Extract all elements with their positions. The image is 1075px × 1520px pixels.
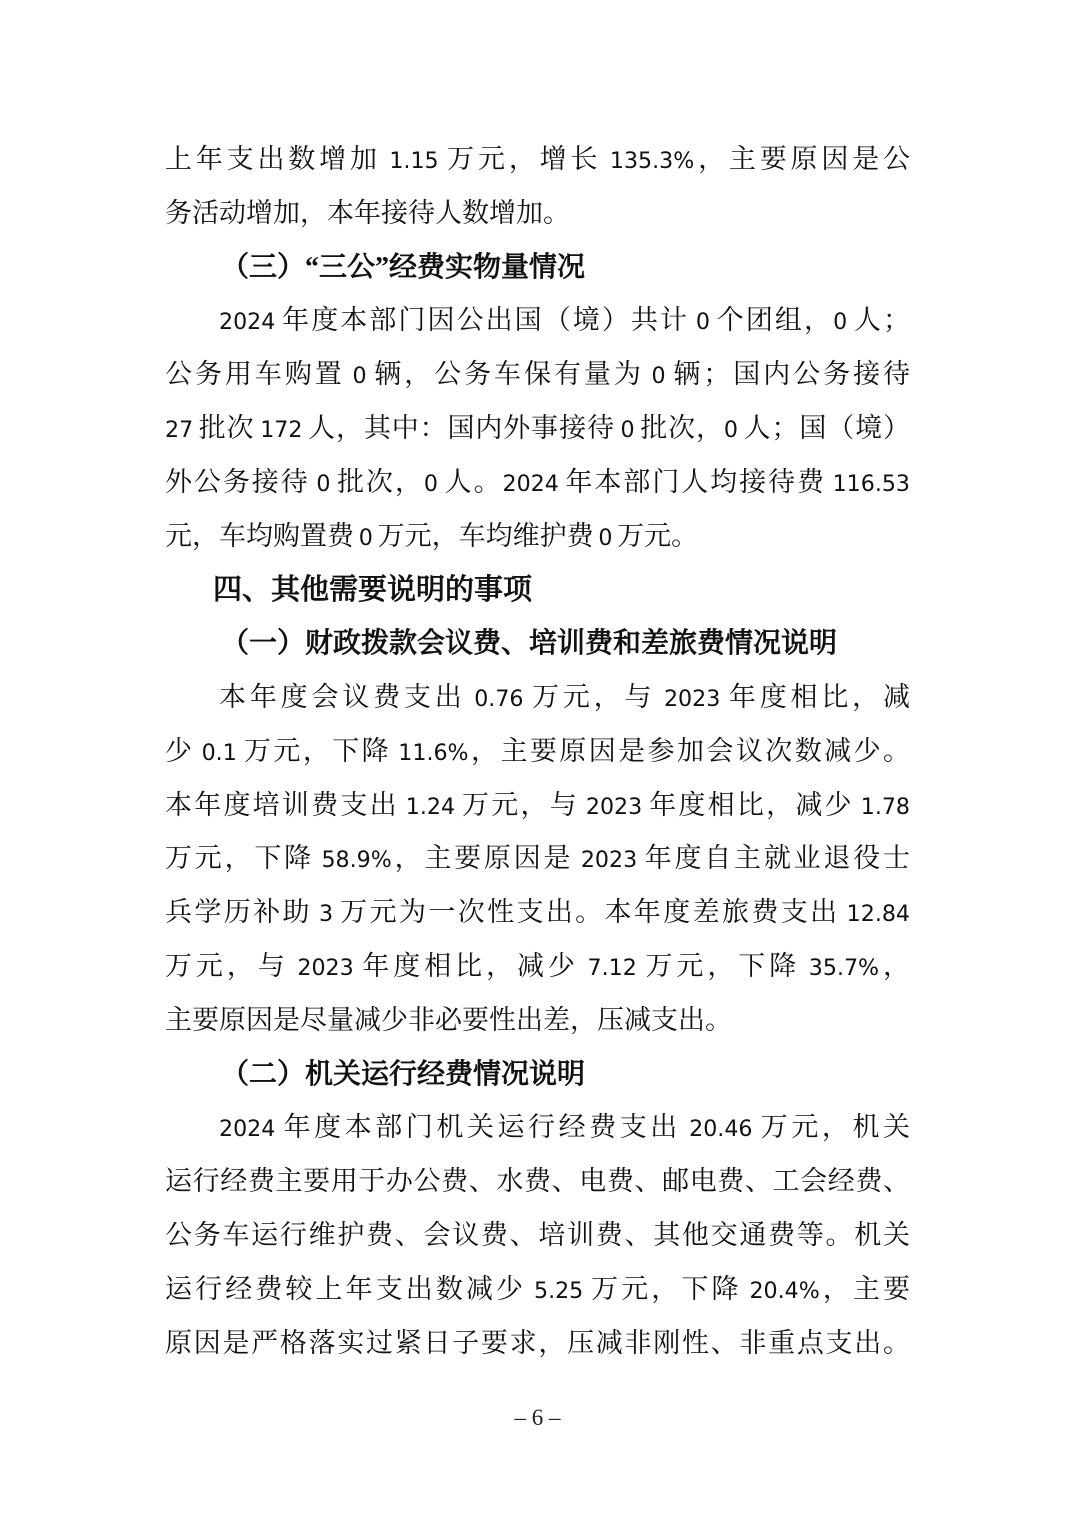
numeric-value: 27 bbox=[165, 416, 194, 443]
text-line: 兵学历补助 3 万元为一次性支出。本年度差旅费支出 12.84 bbox=[165, 897, 910, 928]
text-line: 2024 年度本部门机关运行经费支出 20.46 万元，机关 bbox=[219, 1112, 910, 1143]
section-heading: （三）“三公”经费实物量情况 bbox=[221, 251, 586, 283]
numeric-value: 0 bbox=[651, 363, 666, 390]
text-line: 公务车运行维护费、会议费、培训费、其他交通费等。机关 bbox=[165, 1219, 910, 1250]
numeric-value: 2023 bbox=[585, 793, 643, 820]
numeric-value: 11.6% bbox=[398, 739, 469, 766]
numeric-value: 0 bbox=[316, 470, 331, 497]
numeric-value: 0 bbox=[833, 309, 848, 336]
numeric-value: 35.7% bbox=[808, 954, 880, 981]
numeric-value: 0 bbox=[620, 416, 635, 443]
numeric-value: 0 bbox=[695, 309, 710, 336]
document-body bbox=[165, 133, 910, 1370]
numeric-value: 116.53 bbox=[832, 470, 910, 497]
numeric-value: 135.3% bbox=[609, 148, 695, 174]
text-line: 本年度培训费支出 1.24 万元，与 2023 年度相比，减少 1.78 bbox=[165, 789, 910, 820]
numeric-value: 12.84 bbox=[846, 901, 910, 928]
text-line: 2024 年度本部门因公出国（境）共计 0 个团组，0 人； bbox=[219, 305, 910, 336]
numeric-value: 2023 bbox=[297, 954, 354, 981]
text-line: 上年支出数增加 1.15 万元，增长 135.3%，主要原因是公 bbox=[165, 144, 910, 174]
text-line: 元，车均购置费 0 万元，车均维护费 0 万元。 bbox=[165, 520, 699, 551]
numeric-value: 1.15 bbox=[389, 148, 439, 174]
text-line: 外公务接待 0 批次，0 人。2024 年本部门人均接待费 116.53 bbox=[165, 466, 910, 497]
page-number: – 6 – bbox=[514, 1405, 561, 1430]
numeric-value: 2023 bbox=[663, 685, 721, 712]
text-line: 少 0.1 万元，下降 11.6%，主要原因是参加会议次数减少。 bbox=[165, 735, 910, 766]
numeric-value: 58.9% bbox=[321, 847, 392, 874]
numeric-value: 3 bbox=[319, 901, 334, 928]
numeric-value: 1.78 bbox=[860, 793, 910, 820]
numeric-value: 0 bbox=[352, 363, 367, 390]
text-line: 务活动增加，本年接待人数增加。 bbox=[165, 197, 570, 228]
text-line: 运行经费较上年支出数减少 5.25 万元，下降 20.4%，主要 bbox=[165, 1273, 910, 1304]
numeric-value: 0 bbox=[423, 470, 438, 497]
text-line: 万元，下降 58.9%，主要原因是 2023 年度自主就业退役士 bbox=[165, 843, 910, 874]
section-heading: （一）财政拨款会议费、培训费和差旅费情况说明 bbox=[221, 628, 838, 660]
text-line: 原因是严格落实过紧日子要求，压减非刚性、非重点支出。 bbox=[165, 1327, 910, 1358]
numeric-value: 0 bbox=[598, 524, 613, 551]
numeric-value: 172 bbox=[260, 416, 303, 443]
text-line: 27 批次 172 人，其中：国内外事接待 0 批次，0 人；国（境） bbox=[165, 412, 910, 443]
numeric-value: 2024 bbox=[502, 470, 559, 497]
text-line: 主要原因是尽量减少非必要性出差，压减支出。 bbox=[165, 1004, 732, 1035]
section-heading: （二）机关运行经费情况说明 bbox=[221, 1058, 586, 1090]
numeric-value: 0.76 bbox=[474, 685, 524, 712]
text-line: 公务用车购置 0 辆，公务车保有量为 0 辆；国内公务接待 bbox=[165, 359, 910, 390]
numeric-value: 2024 bbox=[219, 1116, 276, 1143]
text-line: 运行经费主要用于办公费、水费、电费、邮电费、工会经费、 bbox=[165, 1166, 910, 1197]
numeric-value: 2023 bbox=[580, 847, 638, 874]
numeric-value: 1.24 bbox=[405, 793, 456, 820]
numeric-value: 5.25 bbox=[534, 1277, 584, 1304]
numeric-value: 2024 bbox=[219, 309, 276, 336]
numeric-value: 0 bbox=[723, 416, 738, 443]
numeric-value: 20.46 bbox=[689, 1116, 753, 1143]
numeric-value: 7.12 bbox=[587, 954, 637, 981]
numeric-value: 20.4% bbox=[749, 1277, 820, 1304]
numeric-value: 0 bbox=[358, 524, 373, 551]
text-line: 本年度会议费支出 0.76 万元，与 2023 年度相比，减 bbox=[219, 681, 910, 712]
section-heading: 四、其他需要说明的事项 bbox=[213, 572, 533, 607]
text-line: 万元，与 2023 年度相比，减少 7.12 万元，下降 35.7%， bbox=[165, 950, 910, 981]
numeric-value: 0.1 bbox=[201, 739, 237, 766]
